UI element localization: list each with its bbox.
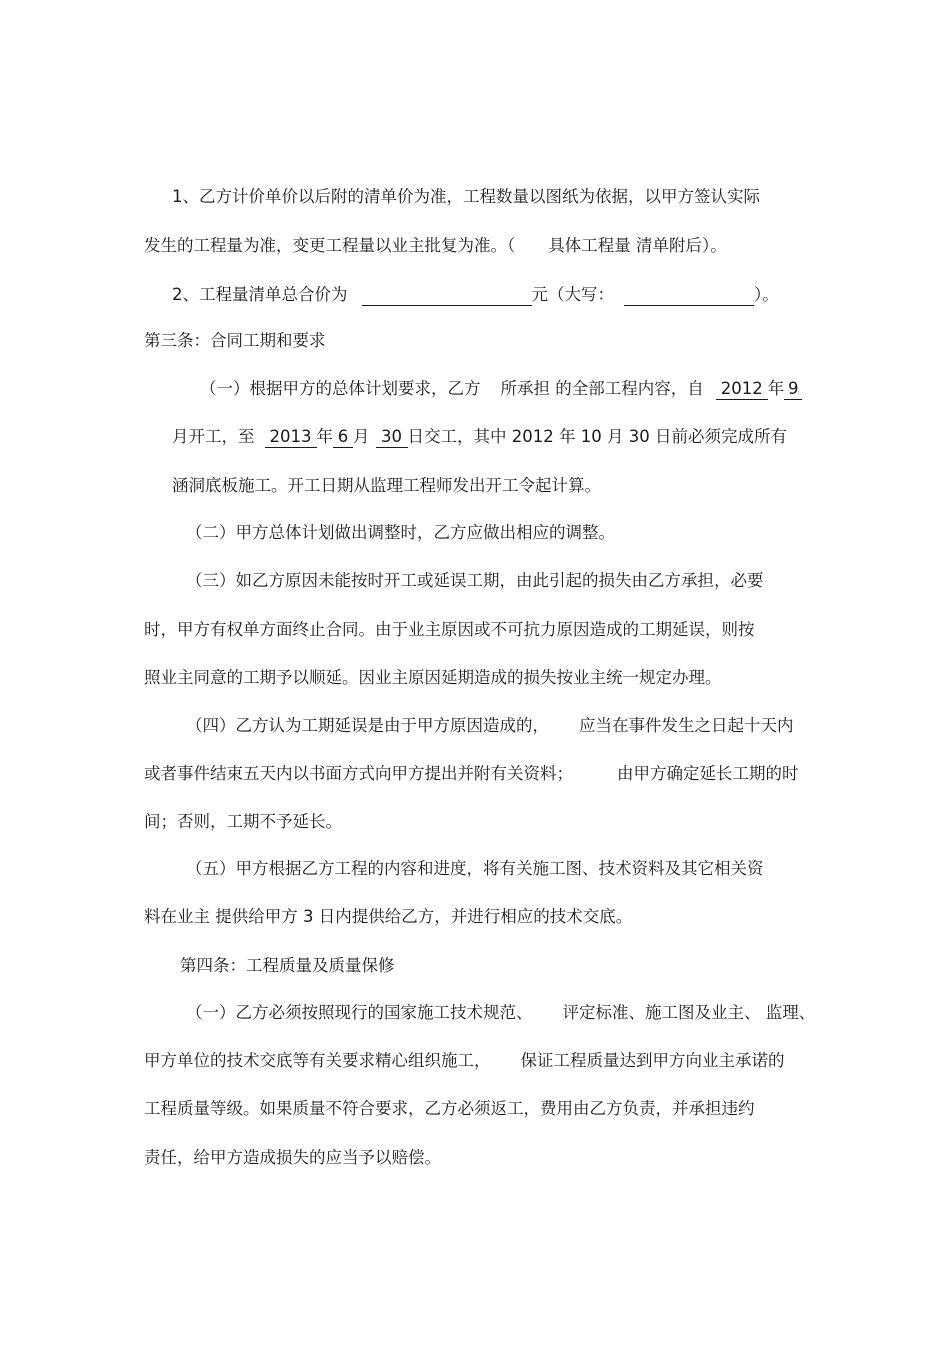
art3-item-1-line-3: 涵洞底板施工。开工日期从监理工程师发出开工令起计算。 xyxy=(172,476,601,495)
total-price-blank[interactable] xyxy=(362,285,532,306)
art3-item-5-line-2: 料在业主 提供给甲方 3 日内提供给乙方，并进行相应的技术交底。 xyxy=(144,907,633,926)
art4-item-1-line-1 xyxy=(186,1002,815,1024)
end-year-field[interactable]: 2013 xyxy=(265,427,317,448)
art4-item-1-text-c: 甲方单位的技术交底等有关要求精心组织施工， xyxy=(144,1051,491,1070)
clause-1-line-1: 1、乙方计价单价以后附的清单价为准，工程数量以图纸为依据，以甲方签认实际 xyxy=(172,187,760,206)
art4-item-1-line-2 xyxy=(144,1050,785,1072)
art3-item-3-line-1: （三）如乙方原因未能按时开工或延误工期，由此引起的损失由乙方承担，必要 xyxy=(186,571,764,590)
month-unit: 月 xyxy=(353,427,370,446)
art3-item-3-line-2: 时，甲方有权单方面终止合同。由于业主原因或不可抗力原因造成的工期延误，则按 xyxy=(144,620,755,639)
article-3-heading: 第三条：合同工期和要求 xyxy=(144,331,326,350)
art3-item-4-line-1 xyxy=(186,715,794,737)
art3-item-4-text-b: 应当在事件发生之日起十天内 xyxy=(579,716,794,735)
art4-item-1-text-a: （一）乙方必须按照现行的国家施工技术规范、 xyxy=(186,1003,533,1022)
end-month-field[interactable]: 6 xyxy=(333,427,353,448)
art4-item-1-line-3: 工程质量等级。如果质量不符合要求，乙方必须返工，费用由乙方负责，并承担违约 xyxy=(144,1099,755,1118)
art3-item-3-line-3: 照业主同意的工期予以顺延。因业主原因延期造成的损失按业主统一规定办理。 xyxy=(144,668,722,687)
year-unit: 年 xyxy=(767,379,785,398)
art3-item-1-line-1 xyxy=(200,378,802,400)
start-month-field[interactable]: 9 xyxy=(784,379,802,400)
art3-item-1-text-b: 所承担 的全部工程内容，自 xyxy=(500,379,704,398)
start-year-field[interactable]: 2012 xyxy=(716,379,768,400)
clause-1-line-2: 发生的工程量为准，变更工程量以业主批复为准。（ 具体工程量 清单附后）。 xyxy=(144,236,727,255)
article-4-heading: 第四条：工程质量及质量保修 xyxy=(180,956,395,975)
art4-item-1-line-4: 责任，给甲方造成损失的应当予以赔偿。 xyxy=(144,1148,441,1167)
clause-2-yuan: 元（大写： xyxy=(531,285,614,304)
art3-item-4-line-2 xyxy=(144,763,799,785)
art3-item-4-text-d: 由甲方确定延长工期的时 xyxy=(617,764,799,783)
art3-item-1-text-c: 月开工，至 xyxy=(172,427,255,446)
art4-item-1-text-b: 评定标准、施工图及业主、 监理、 xyxy=(562,1003,816,1022)
art4-item-1-text-d: 保证工程质量达到甲方向业主承诺的 xyxy=(520,1051,785,1070)
clause-2-line xyxy=(172,284,779,306)
art3-item-1-text-d: 日交工，其中 2012 年 10 月 30 日前必须完成所有 xyxy=(407,427,787,446)
art3-item-1-line-2 xyxy=(172,426,787,448)
clause-2-prefix: 2、工程量清单总合价为 xyxy=(172,285,348,304)
clause-2-suffix: ）。 xyxy=(754,285,779,304)
end-day-field[interactable]: 30 xyxy=(376,427,408,448)
art3-item-2: （二）甲方总体计划做出调整时，乙方应做出相应的调整。 xyxy=(186,523,615,542)
art3-item-4-line-3: 间；否则，工期不予延长。 xyxy=(144,812,342,831)
art3-item-5-line-1: （五）甲方根据乙方工程的内容和进度，将有关施工图、技术资料及其它相关资 xyxy=(186,859,764,878)
art3-item-4-text-a: （四）乙方认为工期延误是由于甲方原因造成的， xyxy=(186,716,549,735)
art3-item-1-text-a: （一）根据甲方的总体计划要求，乙方 xyxy=(200,379,481,398)
total-price-words-blank[interactable] xyxy=(624,285,754,306)
art3-item-4-text-c: 或者事件结束五天内以书面方式向甲方提出并附有关资料； xyxy=(144,764,573,783)
year-unit-2: 年 xyxy=(316,427,333,446)
